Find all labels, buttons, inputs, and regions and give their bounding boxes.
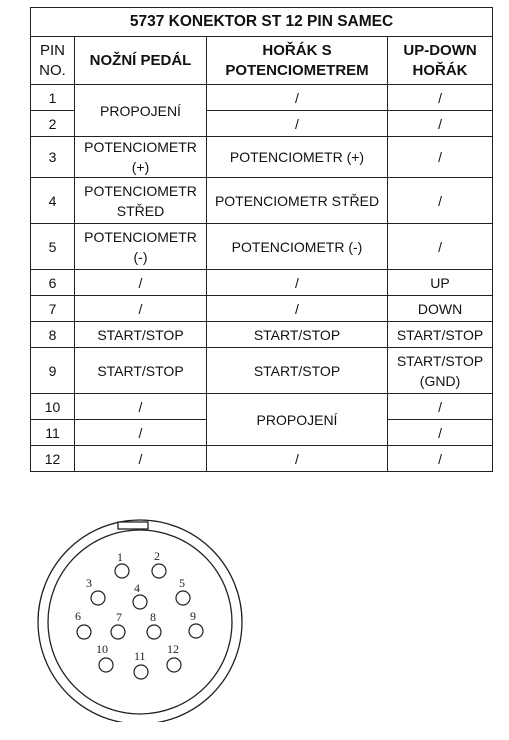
nozni-pedal-cell: / [75,270,207,296]
header-horak-s-potenciometrem: HOŘÁK S POTENCIOMETREM [207,37,388,85]
header-pin-no: PIN NO. [31,37,75,85]
pin-label-10: 10 [96,642,108,656]
pin-number: 7 [31,296,75,322]
nozni-pedal-cell: / [75,296,207,322]
pinout-table [30,7,493,472]
pin-hole-2 [152,564,166,578]
pin-hole-1 [115,564,129,578]
horak-cell: PROPOJENÍ [207,394,388,446]
pin-hole-7 [111,625,125,639]
pin-hole-9 [189,624,203,638]
pin-hole-8 [147,625,161,639]
pin-label-4: 4 [134,581,140,595]
nozni-pedal-cell: POTENCIOMETR (+) [75,137,207,178]
header-updown-horak: UP-DOWN HOŘÁK [388,37,493,85]
pin-label-2: 2 [154,549,160,563]
updown-cell: / [388,85,493,111]
pin-hole-6 [77,625,91,639]
horak-cell: START/STOP [207,322,388,348]
pin-hole-4 [133,595,147,609]
table-title: 5737 KONEKTOR ST 12 PIN SAMEC [31,8,493,37]
pin-number: 8 [31,322,75,348]
horak-cell: / [207,111,388,137]
horak-cell: POTENCIOMETR (-) [207,224,388,270]
connector-diagram [30,512,250,722]
pin-hole-12 [167,658,181,672]
pin-label-1: 1 [117,550,123,564]
updown-cell: / [388,224,493,270]
table-row [31,224,493,270]
pin-label-8: 8 [150,610,156,624]
pin-number: 1 [31,85,75,111]
header-nozni-pedal: NOŽNÍ PEDÁL [75,37,207,85]
updown-cell: / [388,446,493,472]
pin-hole-11 [134,665,148,679]
horak-cell: START/STOP [207,348,388,394]
pin-number: 10 [31,394,75,420]
connector-key-notch [118,522,148,529]
table-row [31,137,493,178]
pin-label-6: 6 [75,609,81,623]
pin-label-11: 11 [134,649,146,663]
nozni-pedal-cell: / [75,394,207,420]
pin-number: 4 [31,178,75,224]
updown-cell: / [388,137,493,178]
pin-hole-10 [99,658,113,672]
updown-cell: START/STOP (GND) [388,348,493,394]
pin-hole-3 [91,591,105,605]
pin-number: 5 [31,224,75,270]
horak-cell: / [207,446,388,472]
table-row [31,178,493,224]
pin-number: 6 [31,270,75,296]
nozni-pedal-cell: START/STOP [75,322,207,348]
table-row [31,446,493,472]
updown-cell: / [388,178,493,224]
pin-number: 3 [31,137,75,178]
horak-cell: / [207,85,388,111]
nozni-pedal-cell: START/STOP [75,348,207,394]
horak-cell: / [207,296,388,322]
pin-label-7: 7 [116,610,122,624]
pin-label-3: 3 [86,576,92,590]
horak-cell: POTENCIOMETR (+) [207,137,388,178]
pin-number: 12 [31,446,75,472]
pin-number: 2 [31,111,75,137]
updown-cell: / [388,111,493,137]
table-row [31,322,493,348]
updown-cell: DOWN [388,296,493,322]
pin-number: 9 [31,348,75,394]
table-row [31,394,493,420]
table-row [31,348,493,394]
horak-cell: / [207,270,388,296]
pin-hole-5 [176,591,190,605]
pin-number: 11 [31,420,75,446]
nozni-pedal-cell: / [75,420,207,446]
updown-cell: UP [388,270,493,296]
nozni-pedal-cell: POTENCIOMETR (-) [75,224,207,270]
connector-outer-ring [38,520,242,722]
updown-cell: / [388,420,493,446]
table-row [31,270,493,296]
pin-label-12: 12 [167,642,179,656]
pin-label-9: 9 [190,609,196,623]
updown-cell: / [388,394,493,420]
horak-cell: POTENCIOMETR STŘED [207,178,388,224]
nozni-pedal-cell: / [75,446,207,472]
nozni-pedal-cell: PROPOJENÍ [75,85,207,137]
updown-cell: START/STOP [388,322,493,348]
nozni-pedal-cell: POTENCIOMETR STŘED [75,178,207,224]
table-row [31,85,493,111]
table-row [31,296,493,322]
pin-label-5: 5 [179,576,185,590]
